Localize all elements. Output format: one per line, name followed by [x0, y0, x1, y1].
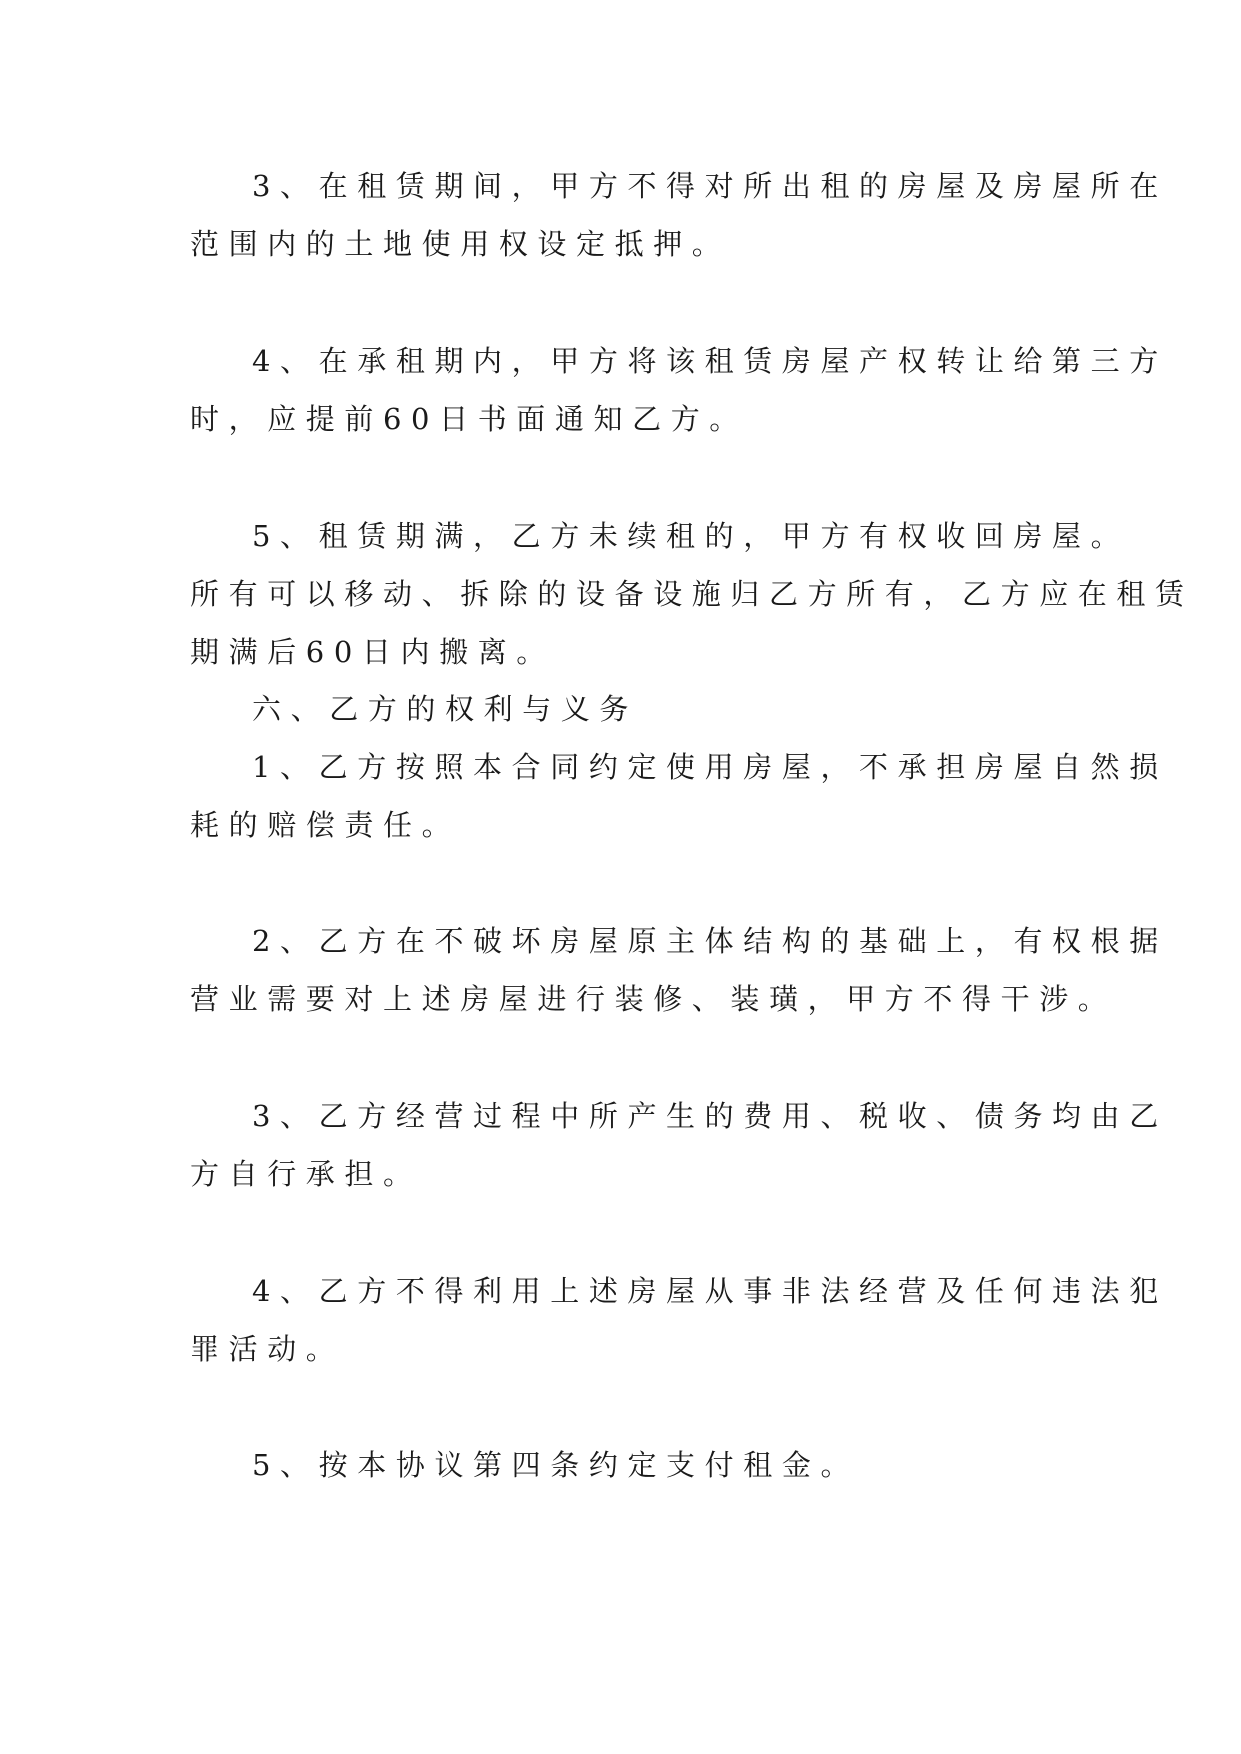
item-4-line-2: 罪活动。: [190, 1332, 345, 1366]
paragraph-5-line-1: 5、租赁期满，乙方未续租的，甲方有权收回房屋。: [252, 519, 1130, 553]
item-1-line-2: 耗的赔偿责任。: [190, 808, 461, 842]
paragraph-4-line-2: 时，应提前60日书面通知乙方。: [190, 402, 748, 436]
item-3-line-2: 方自行承担。: [190, 1157, 422, 1191]
paragraph-3-line-1: 3、在租赁期间，甲方不得对所出租的房屋及房屋所在: [252, 169, 1168, 203]
item-1-line-1: 1、乙方按照本合同约定使用房屋，不承担房屋自然损: [252, 750, 1168, 784]
paragraph-3-line-2: 范围内的土地使用权设定抵押。: [190, 227, 731, 261]
section-heading-6: 六、乙方的权利与义务: [252, 692, 639, 726]
item-2-line-2: 营业需要对上述房屋进行装修、装璜，甲方不得干涉。: [190, 982, 1117, 1016]
paragraph-4-line-1: 4、在承租期内，甲方将该租赁房屋产权转让给第三方: [252, 344, 1168, 378]
item-3-line-1: 3、乙方经营过程中所产生的费用、税收、债务均由乙: [252, 1099, 1168, 1133]
paragraph-5-line-3: 期满后60日内搬离。: [190, 635, 555, 669]
item-5-line-1: 5、按本协议第四条约定支付租金。: [252, 1448, 860, 1482]
item-2-line-1: 2、乙方在不破坏房屋原主体结构的基础上，有权根据: [252, 924, 1168, 958]
item-4-line-1: 4、乙方不得利用上述房屋从事非法经营及任何违法犯: [252, 1274, 1168, 1308]
paragraph-5-line-2: 所有可以移动、拆除的设备设施归乙方所有，乙方应在租赁: [190, 577, 1194, 611]
